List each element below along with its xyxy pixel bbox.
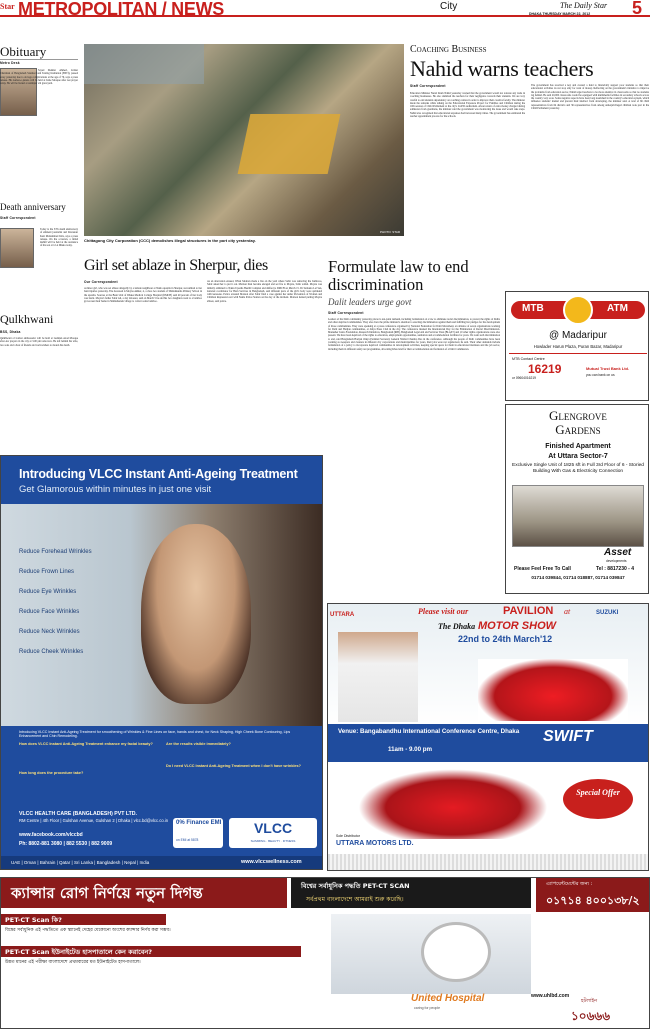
qulkhwani-heading: Qulkhwani [0,312,54,326]
city-label: City [440,1,458,12]
swift-logo: SWIFT [543,728,593,745]
benefit-item: Reduce Neck Wrinkles [19,629,80,635]
photo-credit: PHOTO: STAR [379,230,400,234]
dealer-addresses [328,854,649,871]
pavilion-label: PAVILION [503,605,554,617]
vlcc-question-2: Are the results visible immediately? [166,742,231,746]
scanner-ring [421,922,491,982]
vlcc-question-3: How long does the procedure take? [19,771,84,775]
show-dates: 22nd to 24th March'12 [458,634,553,644]
girl-body-col2: As an altercation ensued, When Moinon made a fire on the yard where Sabir was removing the bamboos, Sabir asked her to put it out. Moinon then became enraged and set fire to Moyna, Sabir added. Moyna was initially admitted to Nakla Upazila Health Complex and shifted to DMCH on March 15. Dr Samanta Lal Sen, national coordinator for Burn Services in Bangladesh, said different parts of the girl's body were sprinkled with kerosene. Police arrested Moinon after Sabir filed a case against her under Prevention of Women and Children Repression Act with Nakla Police Station on the day of the incident. Moinon denied putting Moyna ablaze, said police. [207,280,322,303]
vlcc-logo-box [229,818,317,848]
coaching-body-col2: The government has resolved a key and created a fund to financially support poor students so that their educational activities do not stop only for want of money. Reflecting on the government's initiative to improve the problems from education sector, Nahid urged teachers to be more attentive in classrooms so that no students lag behind. He said 20,000 classrooms would be equipped with multimedia facilities in secondary schools across the country very soon. Some negative aspects have been long nourished in the country's education system, which influence students' mental and prevent their intellect from developing, the minister said. A total of 66 child representatives from 64 districts and 36 representatives from among underprivileged children took part in the Child Parliament yesterday. [531,84,649,111]
mtb-logo: MTB [522,303,544,314]
vlcc-phone: Ph: 8802-881 3080 | 882 5530 | 882 9009 [19,841,113,847]
show-name: MOTOR SHOW [478,620,557,632]
dalit-byline: Staff Correspondent [328,311,364,315]
girl-headline: Girl set ablaze in Sherpur, dies [84,257,268,274]
date-line: DHAKA THURSDAY MARCH 22, 2012 [529,12,591,16]
dealer-label: Sole Distributor [336,834,360,838]
divider [0,59,78,60]
answer-1: বিশ্বের সর্বাধুনিক এই পদ্ধতিতে এক স্ক্যানেই দেহের যেকোনো অংশের ক্যান্সার নির্ণয় করা সম্ভব। [5,928,171,933]
finance-badge [173,818,223,848]
offer-badge [563,779,633,819]
hospital-website[interactable]: www.uhlbd.com [531,993,570,999]
coaching-byline: Staff Correspondent [410,84,446,88]
obituary-heading: Obituary [0,44,47,59]
appointment-label: এ্যাপয়েন্টমেন্টের জন্য : [546,881,593,887]
glengrove-tel: Tel : 8817230 - 4 [596,566,634,572]
benefit-item: Reduce Frown Lines [19,569,75,575]
answer-2: উন্নত মানের এই পরীক্ষা বাংলাদেশে প্রথমবারের মত ইউনাইটেড হাসপাতালে। [5,960,141,965]
page-header [0,0,650,17]
vlcc-headline: Introducing VLCC Instant Anti-Ageing Treatment [19,467,298,481]
qulkhwani-byline: BSS, Dhaka [0,330,21,334]
divider [509,353,647,354]
page-number: 5 [632,0,643,18]
at-label: at [564,607,571,616]
question-2: PET-CT Scan ইউনাইটেড হাসপাতালে কেন করাবেন? [5,948,153,956]
show-time: 11am - 9.00 pm [388,746,433,753]
vlcc-ad [0,455,323,870]
vlcc-question-1: How does VLCC Instant Anti-Ageing Treatment enhance my facial beauty? [19,742,153,746]
benefit-item: Reduce Eye Wrinkles [19,589,77,595]
benefit-list [19,542,92,662]
vlcc-company: VLCC HEALTH CARE (BANGLADESH) PVT LTD. [19,811,137,817]
glengrove-ad [505,404,649,594]
benefit-item: Reduce Forehead Wrinkles [19,549,92,555]
excavator-shape [238,114,341,174]
death-anniversary-portrait [0,228,34,268]
hotline-label: হটলাইন [581,998,598,1004]
partner-name: Mutual Trust Bank Ltd. [586,366,630,371]
benefit-item: Reduce Cheek Wrinkles [19,649,84,655]
glengrove-call: Please Feel Free To Call [514,566,571,572]
benefit-item: Reduce Face Wrinkles [19,609,80,615]
banner-text: ক্যান্সার রোগ নির্ণয়ে নতুন দিগন্ত [11,884,203,902]
scanner-photo [331,914,531,994]
finance-label: 0% Finance EMI [176,820,222,826]
glengrove-description: Exclusive Single Unit of 1825 sft in Full 3rd Floor of 6 - Storied Building With Gas & Electricity Connection [512,463,644,474]
mtb-address: Howlader Harun Plaza, Puran Bazar, Madaripur [533,344,623,349]
model-shape [141,524,251,704]
section-title: METROPOLITAN / NEWS [18,0,224,19]
glengrove-title-2: Gardens [555,422,601,437]
death-anniversary-body: Today is the 37th death anniversary of eminent journalist and litterateur Kazi Mohammed Idris, says a press release. On the occasion, a milad mahfil will be held at the residence of his son at 12 A Dhaka today. [40,228,78,248]
photo-caption: Chittagong City Corporation (CCC) demolishes illegal structures in the port city yesterday. [84,238,256,243]
vlcc-logo-sub: SLIMMING · BEAUTY · FITNESS [250,839,296,843]
mtb-ad [505,291,649,401]
death-anniversary-byline: Staff Correspondent [0,216,36,220]
pet-ct-sub: সর্বপ্রথম বাংলাদেশে আমরাই শুরু করেছি। [306,896,404,903]
united-hospital-sub: caring for people [414,1006,441,1010]
girl-byline: Our Correspondent [84,280,118,284]
motorshow-ad [327,603,649,871]
coaching-body-col1: Education Minister Nurul Islam Nahid yesterday warned that the government would not tolerate any trade in coaching businesses. He also slammed the teachers for their negligence towards their students. We are very careful to end students dependency on coaching centres in order to improve their creative faculty. The minister made the remarks while talking on the Educational Exposure Project for Families and Children during the 10th session of Child Parliament at the city's LGED auditorium. About return of extra money charged during admission from guardians, the minister said the government was monitoring the issue and would take steps. Nahid also recognised that educational expenses had increased many times. The government has estimated the teacher appointment process for the schools. [410,92,525,119]
girl-body-col1: A minor girl, who was set ablaze allegedly by a female neighbour at Nakla upazila in Sherpur, succumbed to her burn injuries yesterday. The deceased is Moyna Akhter, 4, a class two student of Shimulkanda Primary School in the upazila. Sources at the Burn Unit of Dhaka Medical College Hospital (DMCH) said 40 percent of her body was burnt. Moyna's father Sabir Ali, a day labourer, said on March 5 he and his two daughters went to a bamboo grove near their home in Shimulkanda village to collect some bamboo. [84,287,202,304]
vlcc-intro: Introducing VLCC Instant Anti-Ageing Treatment for smoothening of Wrinkles & Fine Lines on face, hands and chest, for Neck Shaping, High Cheek Bone Contouring, Lips Enhancement and Chin Remodeling. [19,730,291,739]
suzuki-logo: SUZUKI [596,610,619,616]
hotline-number: ১০৬৬৬ [571,1009,610,1023]
sky-shape [84,44,204,84]
dalit-headline: Formulate law to end discrimination [328,257,469,294]
asset-sub: developments [606,559,627,563]
qulkhwani-body: Qulkhwani of former ambassador will be held at Gulshan Azad Mosque after Asr prayers in the city at 3.00 pm tomorrow. He left behind his wife, two sons and a host of friends and well-wishers to mourn his death. [0,337,78,347]
vlcc-countries: UAE | Oman | Bahrain | Qatar | Sri Lanka | Bangladesh | Nepal | India [11,860,150,865]
dalit-body: Leaders of the Dalit community yesterday placed a ten-point demand, including formulation of a law to eliminate racial discrimination, to protect the rights of Dalits and other deprived communities. They also drew the prime minister's attention to enacting discrimination against them and fulfilling her pledges for the development of those communities. They were speaking at a press conference organised by National Federation for Dalit Movement, an alliance of seven organisations working for Dalit and Harijan communities, at Jatiya Press Club in the city. The conference marked the International Day for the Elimination of Racial Discrimination. Manusher Jonno Foundation, Research Initiatives, Bangladesh (RIB), Bangladesh Legal Aid and Services Trust (BLAST) and 10 other rights organisations were also present. We have been deprived of the rights to education, employment opportunities, sanitation and accommodation facilities for years. We want such discrimination to end, said Bangladesh Harijan Oikya Parishad Secretary General Nirmal Chandra Das in the conference. Although the people of Dalit communities have been working as sweepers and cleaners in different city corporations and municipalities for years, their jobs were not regularised, he said. Their other demands include formulation of a policy to incorporate deprived communities in development activities, keeping special quota for them in educational institutes and the job sector, including them in different safety net programmes, allocating Khas land for their accommodation and formation of a Dalit Commission. [328,318,500,351]
dalit-subhead: Dalit leaders urge govt [328,297,412,307]
offer-text: Special Offer [576,788,620,797]
model-photo [338,632,418,722]
death-anniversary-heading: Death anniversary [0,202,66,212]
glengrove-title-1: Glengrove [549,408,607,423]
hospital-ad [0,877,650,1029]
mtb-alt-number: or 09604016219 [512,376,537,380]
vlcc-facebook[interactable]: www.facebook.com/vlccbd [19,832,83,838]
vlcc-address: RM Centre | 4th Floor | Gulshan Avenue, Gulshan 2 | Dhaka | vlcc.bd@vlcc.co.in [19,818,169,823]
dealer-name: UTTARA MOTORS LTD. [336,840,414,847]
united-hospital-logo: United Hospital [411,993,485,1004]
venue-text: Venue: Bangabandhu International Conference Centre, Dhaka [338,728,520,735]
show-prefix: The Dhaka [438,622,476,631]
interior-photo [512,485,644,547]
asset-logo: Asset [604,547,632,558]
question-1: PET-CT Scan কি? [5,916,62,924]
vlcc-question-4: Do I need VLCC Instant Anti-Ageing Treatment when I don't have wrinkles? [166,764,301,768]
vlcc-subline: Get Glamorous within minutes in just one visit [19,484,212,495]
visit-label: Please visit our [418,607,469,616]
coaching-kicker: Coaching Business [410,44,487,55]
vlcc-website[interactable]: www.vlccwellness.com [241,859,302,865]
contact-label: MTB Contact Centre [512,357,545,361]
glengrove-mobiles: 01714 039844, 01714 018887, 01714 039847 [531,575,625,580]
atm-label: ATM [607,303,628,314]
swift-car-shape [358,769,548,839]
coaching-headline: Nahid warns teachers [410,56,594,81]
mtb-hotline: 16219 [528,362,562,376]
pet-ct-title: বিশ্বের সর্বাধুনিক পদ্ধতি PET-CT SCAN [301,882,410,890]
vlcc-logo: VLCC [253,820,293,836]
obituary-body: Sayed Iftekhar Ahmed, former Chairman of Bangladesh Standard and Testing Institution (BSTI), passed away yesterday due to old age complications at the age of 79, says a press release. His namaz-e-janaza will be held at Jame Mosque after Asr prayer today. He will be buried at Azimpur old graveyard. [0,69,78,86]
partner-tagline: you can bank on us [586,373,615,377]
appointment-number: ০১৭১৪ ৪০০১৩৮/২ [546,894,640,907]
obituary-desk: Metro Desk [0,61,20,65]
finance-sub: on EMI at 5878 [176,838,199,842]
masthead: The Daily Star [560,1,608,10]
demolition-photo [84,44,404,236]
mtb-location: @ Madaripur [549,330,607,341]
glengrove-location: At Uttara Sector-7 [548,453,608,460]
uttara-logo: UTTARA [330,612,355,618]
red-car-shape [478,659,628,721]
star-logo: Star [0,2,15,11]
mtb-emblem [563,295,593,325]
glengrove-status: Finished Apartment [545,443,611,450]
